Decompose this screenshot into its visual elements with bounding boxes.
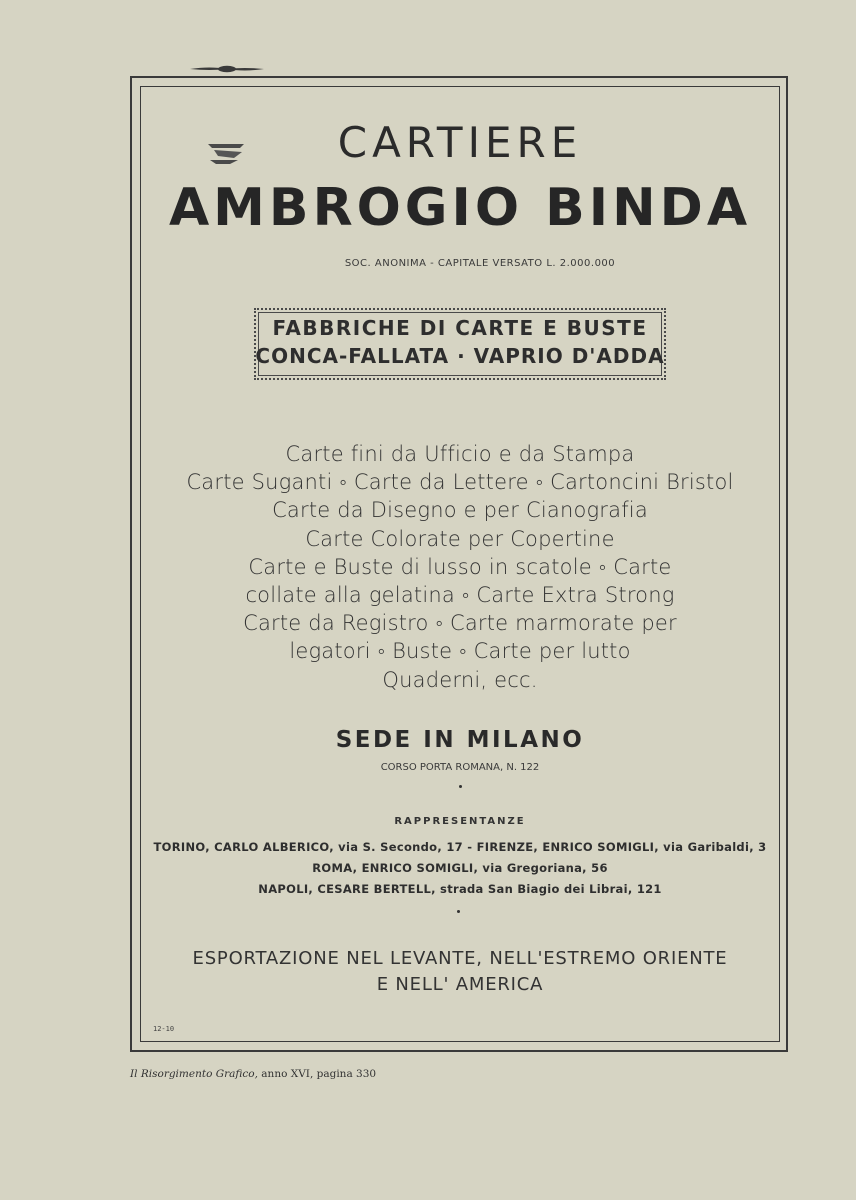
product-line: Carte Suganti ◦ Carte da Lettere ◦ Cartoncini Bristol <box>186 470 734 495</box>
footer-journal: Il Risorgimento Grafico, <box>130 1068 258 1080</box>
export-line1: ESPORTAZIONE NEL LEVANTE, NELL'ESTREMO ORIENTE <box>192 948 728 969</box>
company-title-line1: CARTIERE <box>337 118 583 167</box>
separator-dot <box>459 785 462 788</box>
product-list <box>140 440 780 694</box>
product-line: Carte da Registro ◦ Carte marmorate per <box>243 611 677 636</box>
footer-issue: anno XVI, pagina 330 <box>257 1068 377 1080</box>
factories-line1: FABBRICHE DI CARTE E BUSTE <box>272 316 648 340</box>
product-line: Carte da Disegno e per Cianografia <box>272 498 648 523</box>
product-line: Quaderni, ecc. <box>382 667 538 692</box>
headquarters-title: SEDE IN MILANO <box>335 727 585 753</box>
company-title-line2: AMBROGIO BINDA <box>168 178 752 238</box>
representative-line: NAPOLI, CESARE BERTELL, strada San Biagio dei Librai, 121 <box>258 882 662 896</box>
product-line: Carte e Buste di lusso in scatole ◦ Carte <box>248 554 672 579</box>
factories-line2: CONCA-FALLATA · VAPRIO D'ADDA <box>255 344 665 368</box>
product-line: legatori ◦ Buste ◦ Carte per lutto <box>289 639 631 664</box>
separator-dot <box>457 910 460 913</box>
product-line: Carte fini da Ufficio e da Stampa <box>285 442 635 466</box>
headquarters-address: CORSO PORTA ROMANA, N. 122 <box>380 762 540 773</box>
product-line: collate alla gelatina ◦ Carte Extra Strong <box>245 583 675 608</box>
representative-line: ROMA, ENRICO SOMIGLI, via Gregoriana, 56 <box>312 861 608 875</box>
representative-line: TORINO, CARLO ALBERICO, via S. Secondo, 17 - FIRENZE, ENRICO SOMIGLI, via Garibaldi, 3 <box>153 840 767 854</box>
ornament-rule <box>190 64 264 74</box>
export-line2: E NELL' AMERICA <box>376 974 544 995</box>
plate-code: 12-10 <box>153 1025 175 1033</box>
page-footer <box>130 1068 376 1080</box>
product-line: Carte Colorate per Copertine <box>305 526 615 551</box>
company-capital: SOC. ANONIMA - CAPITALE VERSATO L. 2.000.000 <box>344 258 616 269</box>
representatives-title: RAPPRESENTANZE <box>394 816 526 827</box>
